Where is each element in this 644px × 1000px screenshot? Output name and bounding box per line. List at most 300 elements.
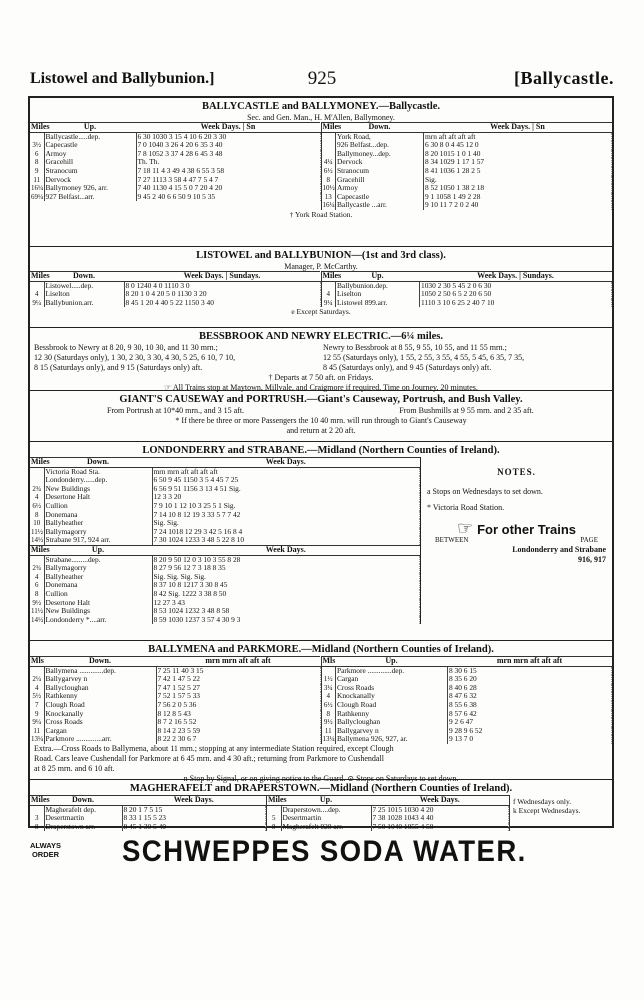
station-cell: Ballygarvey n [44,675,156,684]
station-cell: Strabane.........dep. [44,555,152,564]
bessbrook-dep: † Departs at 7 50 aft. on Fridays. [268,373,374,382]
miles-cell [322,141,336,150]
times-cell: 8 52 1050 1 38 2 18 [424,184,612,193]
miles-cell: 16¼ [322,201,335,210]
station-cell: Parkmore .............dep. [336,666,448,675]
listowel-down [30,271,321,307]
times-cell: 8 57 6 42 [448,710,612,719]
bessbrook-left [30,343,323,373]
miles-cell [322,666,336,675]
station-cell: Magherafelt dep. [44,805,122,814]
bessbrook-section [30,328,612,391]
station-cell: Liselton [44,290,124,299]
station-cell: Dervock [44,176,136,185]
times-cell: mrn aft aft aft aft [424,132,612,141]
miles-cell: 2¼ [30,675,44,684]
times-cell: 7 18 11 4 3 49 4 38 6 55 3 58 [136,167,320,176]
other-route: Londonderry and Strabane [512,545,606,554]
column-header: Down. [336,123,424,133]
times-cell: 9 10 11 7 2 0 2 40 [424,201,612,210]
station-cell: Ballycloughan [336,718,448,727]
table-header [267,796,509,806]
londonderry-notes [420,457,612,624]
miles-cell: 8 [30,590,44,599]
table-header [30,458,420,468]
other-page: PAGE [580,536,598,544]
station-cell: Gracehill [336,176,424,185]
table-header [30,545,420,555]
times-cell: 9 13 7 0 [448,735,612,744]
miles-cell: 3½ [30,141,44,150]
miles-cell: 6 [30,581,44,590]
times-cell: 12 3 3 20 [152,493,420,502]
times-cell: 7 9 10 1 12 10 3 25 5 1 Sig. [152,502,420,511]
table-row [30,299,320,308]
times-cell: 9 45 2 40 6 6 50 9 10 5 35 [136,193,320,202]
station-cell: Ballycloughan [44,684,156,693]
miles-cell: 4 [30,290,44,299]
station-cell: Desertmartin [281,814,371,823]
station-cell: Listowel.....dep. [44,281,124,290]
times-cell: 6 30 8 0 4 45 12 0 [424,141,612,150]
magherafelt-down [30,795,266,831]
station-cell: Cargan [336,675,448,684]
table-header [322,123,612,133]
magherafelt-notes [509,795,612,831]
miles-cell: 6½ [322,167,336,176]
times-cell: 6 30 1030 3 15 4 10 6 20 3 30 [136,132,320,141]
column-header: Down. [44,796,122,806]
times-cell: 7 8 1052 3 37 4 28 6 45 3 48 [136,150,320,159]
times-cell: 7 38 1028 1043 4 40 [371,814,509,823]
station-cell: Strabane 917, 924 arr. [44,536,152,545]
station-cell: Ballymena 926, 927, ar. [336,735,448,744]
page-header [30,66,614,92]
ballymena-signal: n Stop by Signal, or on giving notice to the Guard. ⊙ Stops on Saturdays to set down. [183,773,459,783]
other-trains [427,518,606,538]
column-header: Miles [31,795,50,804]
miles-cell: 4 [30,493,44,502]
listowel-up-table [322,271,613,307]
miles-cell: 9 [30,167,44,176]
miles-cell [30,132,44,141]
giants-section [30,391,612,442]
station-cell: Ballycastle.....dep. [44,132,136,141]
ballymena-down-table [30,656,321,744]
table-row [30,193,320,202]
station-cell: Donemana [44,581,152,590]
station-cell: Cullion [44,502,152,511]
station-cell: Capecastle [336,193,424,202]
advert-always: ALWAYS [30,841,61,850]
table-row [267,823,509,832]
times-cell: Sig. [424,176,612,185]
times-cell: 8 12 8 5 43 [156,710,320,719]
giants-from-bushmills: From Bushmills at 9 55 mrn. and 2 35 aft. [399,406,534,415]
bessbrook-right [323,343,612,373]
times-cell: 8 35 6 20 [448,675,612,684]
station-cell: Londonderry......dep. [44,476,152,485]
column-header: Week Days. [152,458,420,468]
schweppes-advert [28,835,614,875]
column-header: Week Days. | Sn [136,123,320,133]
miles-cell: 9¼ [30,299,44,308]
miles-cell: 9¼ [322,299,336,308]
miles-cell: 69¼ [31,192,44,201]
station-cell: Armoy [44,150,136,159]
ballymena-down [30,656,321,744]
bessbrook-left-1: Bessbrook to Newry at 8 20, 9 30, 10 30, and 11 30 mrn.; [34,343,218,352]
station-cell: Ballymena .............dep. [44,666,156,675]
miles-cell: 2¾ [30,485,44,494]
times-cell: 8 7 2 16 5 52 [156,718,320,727]
station-cell: Knockanally [44,710,156,719]
miles-cell: 2¾ [30,564,44,573]
station-cell: Armoy [336,184,424,193]
ballycastle-sub: Sec. and Gen. Man., H. M'Allen, Ballymoney. [247,113,395,122]
miles-cell [322,281,336,290]
miles-cell: 13¼ [322,735,335,744]
listowel-foot: e Except Saturdays. [291,307,351,317]
advert-slogan: SCHWEPPES SODA WATER. [122,835,527,868]
miles-cell [267,805,281,814]
giants-title: GIANT'S CAUSEWAY and PORTRUSH.—Giant's Causeway, Portrush, and Bush Valley. [119,394,523,405]
times-cell: 8 41 1036 1 28 2 5 [424,167,612,176]
magherafelt-up [266,795,509,831]
magherafelt-down-table [30,795,266,831]
times-cell: 6 56 9 51 1156 3 13 4 51 Sig. [152,485,420,494]
station-cell: Knockanally [336,692,448,701]
note-f: f Wednesdays only. [513,797,572,806]
ballycastle-up [30,122,321,210]
listowel-up [321,271,613,307]
times-cell: 8 20 1 0 4 20 5 0 1130 3 20 [124,290,320,299]
station-cell: Ballymagorry [44,564,152,573]
station-cell: Clough Road [44,701,156,710]
station-cell: New Buildings [44,485,152,494]
column-header: Mls [322,656,336,665]
table-row [30,150,320,159]
miles-cell: 11 [30,176,44,185]
ballycastle-title: BALLYCASTLE and BALLYMONEY.—Ballycastle. [201,101,441,112]
miles-cell: 13¼ [31,735,44,744]
times-cell: 8 55 6 38 [448,701,612,710]
column-header: Mls [31,656,44,665]
times-cell: 9 2 6 47 [448,718,612,727]
times-cell: mrn mrn aft aft aft aft [152,467,420,476]
giants-from-portrush: From Portrush at 10*40 mrn., and 3 15 aft. [106,406,245,415]
times-cell: 8 47 6 32 [448,692,612,701]
column-header: Miles [31,271,50,280]
table-row [30,616,420,625]
station-cell: Draperstown arr. [44,823,122,832]
ballycastle-foot: † York Road Station. [289,209,353,219]
times-cell: 7 25 11 40 3 15 [156,666,320,675]
miles-cell: 10 [30,519,44,528]
times-cell: 7 56 2 0 5 36 [156,701,320,710]
station-cell: Cross Roads [44,718,156,727]
table-header [322,272,612,282]
column-header: Up. [336,657,448,667]
miles-cell: 9½ [322,718,336,727]
station-cell: Donemana [44,511,152,520]
miles-cell: 7 [30,701,44,710]
station-cell: Magherafelt 928 arr. [281,823,371,832]
table-row [30,536,420,545]
miles-cell [30,281,44,290]
table-row [322,299,612,308]
times-cell: 8 22 2 30 6 7 [156,735,320,744]
miles-cell: 11 [322,727,336,736]
miles-cell: 3 [30,814,44,823]
timetable-frame [28,96,614,831]
ballycastle-up-table [30,122,321,201]
ballycastle-section [30,98,612,247]
column-header: Miles [31,457,50,466]
note-k: k Except Wednesdays. [513,806,581,815]
column-header: Down. [44,272,124,282]
times-cell: 8 53 1024 1232 3 48 8 58 [152,607,420,616]
pointing-hand-icon: ☞ [456,518,474,538]
ballymena-up-table [322,656,613,744]
miles-cell: 4 [30,573,44,582]
miles-cell: 8 [30,823,44,832]
bessbrook-note-text: All Trains stop at Maytown, Millvale, and Craigmore if required. Time on Journey, 20 minutes. [172,383,478,392]
column-header: Miles [322,122,342,131]
ballymena-up [321,656,613,744]
listowel-down-table [30,271,321,307]
station-cell: Cross Roads [336,684,448,693]
station-cell: Dervock [336,158,424,167]
times-cell: 8 20 1 7 5 15 [122,805,266,814]
table-header [322,657,612,667]
station-cell: Ballyheather [44,519,152,528]
station-cell: York Road, [336,132,424,141]
station-cell: Ballygarvey n [336,727,448,736]
station-cell: Ballymoney 926, arr. [44,184,136,193]
column-header: Week Days. | Sn [424,123,612,133]
times-cell: 8 40 6 28 [448,684,612,693]
table-row [30,823,266,832]
magherafelt-title: MAGHERAFELT and DRAPERSTOWN.—Midland (Northern Counties of Ireland). [129,783,513,794]
miles-cell: 14½ [31,615,44,624]
station-cell: Ballyheather [44,573,152,582]
miles-cell [322,132,336,141]
times-cell: 7 14 10 8 12 19 3 33 5 7 7 42 [152,511,420,520]
station-cell: Parkmore ..............arr. [44,735,156,744]
station-cell: Draperstown....dep. [281,805,371,814]
miles-cell: 9¼ [30,718,44,727]
miles-cell: 11 [30,727,44,736]
bessbrook-right-1: Newry to Bessbrook at 8 55, 9 55, 10 55, and 11 55 mrn.; [323,343,507,352]
times-cell: Th. Th. [136,158,320,167]
bessbrook-title: BESSBROOK AND NEWRY ELECTRIC.—6¼ miles. [199,331,443,342]
station-cell: Rathkenny [336,710,448,719]
times-cell: 1110 3 10 6 25 2 40 7 10 [420,299,612,308]
miles-cell: 8 [267,823,281,832]
londonderry-section [30,442,612,641]
miles-cell: 14½ [31,536,44,545]
miles-cell: 5 [267,814,281,823]
station-cell: New Buildings [44,607,152,616]
times-cell: 7 42 1 47 5 22 [156,675,320,684]
station-cell: Cullion [44,590,152,599]
pointing-hand-icon: ☞ [164,383,173,392]
times-cell: 7 52 1 57 5 33 [156,692,320,701]
bessbrook-left-2: 12 30 (Saturdays only), 1 30, 2 30, 3 30, 4 30, 5 25, 6 10, 7 10, [34,353,236,362]
column-header: Week Days. | Sundays. [420,272,612,282]
miles-cell: 8 [30,158,44,167]
station-cell: Londonderry *....arr. [44,616,152,625]
station-cell: Gracehill [44,158,136,167]
station-cell: Stranocum [44,167,136,176]
column-header: Week Days. | Sundays. [124,272,320,282]
magherafelt-section [30,780,612,830]
times-cell: 8 34 1029 1 17 1 57 [424,158,612,167]
miles-cell: 11½ [31,527,43,536]
table-header [30,796,266,806]
column-header: mrn mrn aft aft aft [156,657,320,667]
header-left: Listowel and Ballybunion.] [30,70,215,87]
other-pages: 916, 917 [578,555,606,564]
column-header: Week Days. [152,545,420,555]
miles-cell [30,555,44,564]
other-between: BETWEEN [435,536,469,544]
table-header [30,123,320,133]
londonderry-up-table [30,545,420,624]
table-row [30,564,420,573]
header-right: [Ballycastle. [514,68,614,88]
times-cell: 8 59 1030 1237 3 57 4 30 9 3 [152,616,420,625]
station-cell: Cargan [44,727,156,736]
station-cell: Ballymagorry [44,528,152,537]
miles-cell: 6 [30,150,44,159]
londonderry-title: LONDONDERRY and STRABANE.—Midland (Northern Counties of Ireland). [142,445,500,456]
table-row [30,735,320,744]
times-cell: 8 37 10 8 1217 3 30 8 45 [152,581,420,590]
table-header [30,657,320,667]
times-cell: Sig. Sig. Sig. Sig. [152,573,420,582]
column-header: Down. [44,458,152,468]
miles-cell [30,476,44,485]
miles-cell: 8 [322,176,336,185]
times-cell: 9 28 9 6 52 [448,727,612,736]
station-cell: Stranocum [336,167,424,176]
miles-cell: 8 [30,511,44,520]
ballymena-extra-2: Road. Cars leave Cushendall for Parkmore at 6 45 mrn. and 4 30 aft.; returning from Parkmore to Cushendall [34,753,384,763]
times-cell: 8 45 1 20 4 40 5 22 1150 3 40 [124,299,320,308]
station-cell: 926 Belfast...dep. [336,141,424,150]
ballymena-extra-3: at 8 25 mrn. and 6 10 aft. [34,763,115,773]
table-row [322,735,612,744]
times-cell: 8 33 1 15 5 23 [122,814,266,823]
miles-cell: 4 [322,290,336,299]
station-cell: Capecastle [44,141,136,150]
station-cell: Desertone Halt [44,599,152,608]
miles-cell: 8 [322,710,336,719]
giants-note-1: * If there be three or more Passengers the 10 40 mrn. will run through to Giant's Causeway [175,416,467,425]
miles-cell: 9 [30,710,44,719]
station-cell: Listowel 899.arr. [336,299,420,308]
column-header: Miles [31,544,50,554]
miles-cell: 10½ [322,184,335,193]
listowel-title: LISTOWEL and BALLYBUNION—(1st and 3rd class). [196,250,446,261]
ballycastle-down-table [322,122,613,210]
listowel-section [30,247,612,328]
column-header: Miles [268,795,287,804]
times-cell: 8 0 1240 4 0 1110 3 0 [124,281,320,290]
station-cell: Ballycastle ...arr. [336,201,424,210]
column-header: Week Days. [122,796,266,806]
times-cell: 7 27 1113 3 58 4 47 7 5 4 7 [136,176,320,185]
miles-cell: 4 [322,692,336,701]
times-cell: 8 45 1 30 5 40 [122,823,266,832]
table-header [30,272,320,282]
times-cell: 7 50 1040 1055 4 50 [371,823,509,832]
station-cell: Liselton [336,290,420,299]
other-trains-title: For other Trains [477,522,577,537]
column-header: Up. [44,123,136,133]
times-cell: 7 30 1024 1233 3 48 5 22 8 10 [152,536,420,545]
table-row [322,201,612,210]
bessbrook-right-2: 12 55 (Saturdays only), 1 55, 2 55, 3 55, 4 55, 5 45, 6 35, 7 35, [323,353,525,362]
londonderry-tables [30,457,420,624]
station-cell: 927 Belfast...arr. [44,193,136,202]
times-cell: 8 20 1015 1 0 1 40 [424,150,612,159]
column-header: Down. [44,657,156,667]
miles-cell [322,150,336,159]
miles-cell [30,666,44,675]
times-cell: 9 1 1058 1 49 2 28 [424,193,612,202]
bessbrook-left-3: 8 15 (Saturdays only), and 9 15 (Saturdays only) aft. [34,363,203,372]
times-cell: 1030 2 30 5 45 2 0 6 30 [420,281,612,290]
times-cell: 8 27 9 56 12 7 3 18 8 35 [152,564,420,573]
times-cell: 8 30 6 15 [448,666,612,675]
miles-cell: 6½ [30,502,44,511]
note-a: a Stops on Wednesdays to set down. [427,487,543,496]
times-cell: Sig. Sig. [152,519,420,528]
table-row [322,167,612,176]
ballycastle-down [321,122,613,210]
miles-cell [30,467,44,476]
column-header: Up. [281,796,371,806]
times-cell: 7 25 1015 1030 4 20 [371,805,509,814]
miles-cell: 16¼ [31,184,44,193]
ballymena-section [30,641,612,783]
miles-cell [30,805,44,814]
station-cell: Desertone Halt [44,493,152,502]
times-cell: 1050 2 50 6 5 2 20 6 50 [420,290,612,299]
times-cell: 8 42 Sig. 1222 3 38 8 50 [152,590,420,599]
times-cell: 12 27 3 43 [152,599,420,608]
advert-always-order [30,841,61,859]
times-cell: 7 40 1130 4 15 5 0 7 20 4 20 [136,184,320,193]
column-header: Miles [31,122,50,131]
magherafelt-up-table [267,795,509,831]
station-cell: Ballybunion.arr. [44,299,124,308]
miles-cell: 6½ [322,701,336,710]
note-victoria: * Victoria Road Station. [427,503,505,512]
miles-cell: 3¼ [322,684,336,693]
station-cell: Clough Road [336,701,448,710]
times-cell: 6 50 9 45 1150 3 5 4 45 7 25 [152,476,420,485]
column-header: mrn mrn aft aft aft [448,657,612,667]
column-header: Week Days. [371,796,509,806]
station-cell: Ballymoney...dep. [336,150,424,159]
station-cell: Ballybunion.dep. [336,281,420,290]
station-cell: Desertmartin [44,814,122,823]
miles-cell: 1½ [322,675,336,684]
